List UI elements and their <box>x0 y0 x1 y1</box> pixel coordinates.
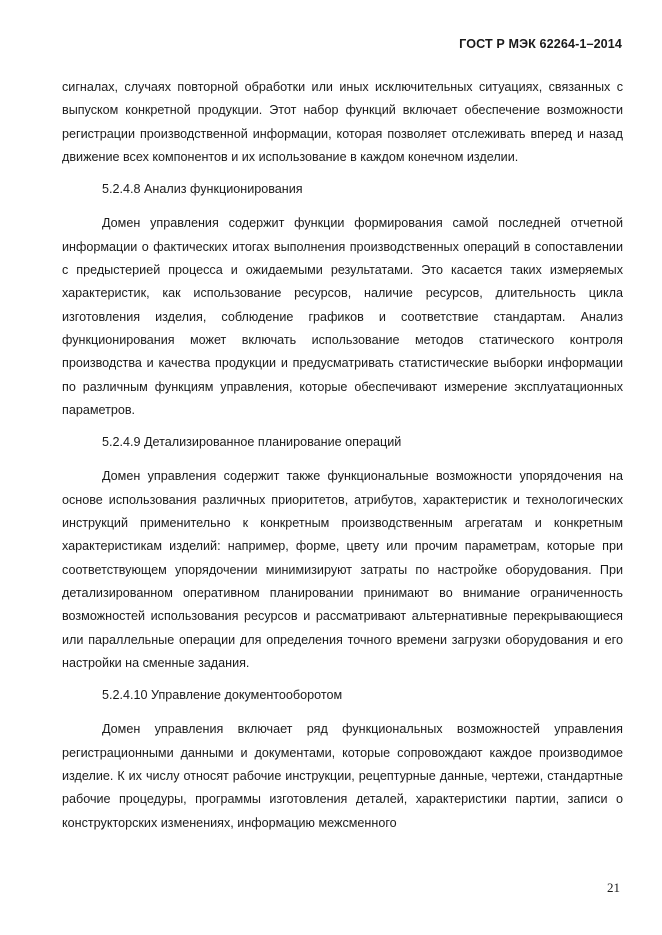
section-heading-5-2-4-8: 5.2.4.8 Анализ функционирования <box>102 182 303 197</box>
section-paragraph-5-2-4-10: Домен управления включает ряд функциональных возможностей управления регистрационными данными и документами, которые сопровождают каждое производимое изделие. К их числу относят рабочие инструкции, рецептурные данные, чертежи, стандартные рабочие процедуры, программы изготовления деталей, характеристики партии, записи о конструкторских изменениях, информацию межсменного <box>62 722 623 830</box>
continuation-paragraph: сигналах, случаях повторной обработки или иных исключительных ситуациях, связанных с выпуском конкретной продукции. Этот набор функций включает обеспечение возможности регистрации производственной информации, которая позволяет отслеживать вперед и назад движение всех компонентов и их использование в каждом конечном изделии. <box>62 80 623 164</box>
section-paragraph-5-2-4-8: Домен управления содержит функции формирования самой последней отчетной информации о фактических итогах выполнения производственных операций в сопоставлении с предыстерией процесса и ожидаемыми результатами. Это касается таких измеряемых характеристик, как использование ресурсов, наличие ресурсов, длительность цикла изготовления изделия, соблюдение графиков и соответствие стандартам. Анализ функционирования может включать использование методов статического контроля производства и качества продукции и предусматривать статистические выборки информации по различным функциям управления, которые обеспечивают измерение эксплуатационных параметров. <box>62 216 623 417</box>
section-paragraph-5-2-4-9: Домен управления содержит также функциональные возможности упорядочения на основе использования различных приоритетов, атрибутов, характеристик и технологических инструкций применительно к конкретным производственным агрегатам и конкретным характеристикам изделий: например, форме, цвету или прочим параметрам, которые при соответствующем упорядочении минимизируют затраты по настройке оборудования. При детализированном оперативном планировании принимают во внимание ограниченность возможностей использования ресурсов и рассматривают альтернативные перекрывающиеся или параллельные операции для определения точного времени загрузки оборудования и его настройки на сменные задания. <box>62 469 623 670</box>
standard-code-header: ГОСТ Р МЭК 62264-1–2014 <box>459 37 622 51</box>
section-heading-5-2-4-9: 5.2.4.9 Детализированное планирование операций <box>102 435 402 450</box>
page-number: 21 <box>607 880 620 895</box>
document-body <box>62 76 623 835</box>
section-heading-5-2-4-10: 5.2.4.10 Управление документооборотом <box>102 688 343 703</box>
